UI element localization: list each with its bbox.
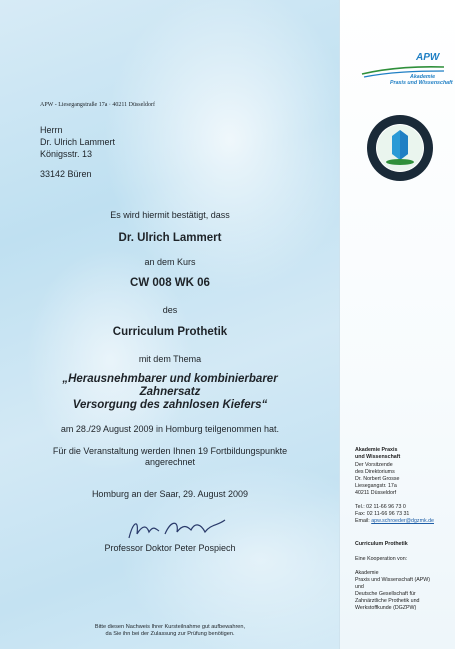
org-line-2: des Direktoriums <box>355 469 395 475</box>
place-date: Homburg an der Saar, 29. August 2009 <box>91 489 249 499</box>
sidebar <box>339 0 455 649</box>
signatory-name: Professor Doktor Peter Pospiech <box>104 543 236 553</box>
recipient-street: Königsstr. 13 <box>40 149 93 159</box>
sidebar-curriculum-title: Curriculum Prothetik <box>355 541 408 547</box>
footer-line-2: da Sie ihn bei der Zulassung zur Prüfung benötigen. <box>105 631 235 637</box>
email-link[interactable]: apw.schroeder@dgzmk.de <box>371 518 434 524</box>
recipient-name: Dr. Ulrich Lammert <box>40 137 116 147</box>
org-email-row <box>355 518 434 525</box>
org-tel: Tel.: 02 11-66 96 73 0 <box>355 504 406 510</box>
points-line-2: angerechnet <box>144 457 196 467</box>
org-line-3: Dr. Norbert Grosse <box>355 476 400 482</box>
apw-logo <box>358 52 453 88</box>
apw-acronym: APW <box>416 52 440 63</box>
org-line-5: 40211 Düsseldorf <box>355 490 397 496</box>
course-label: an dem Kurs <box>144 257 196 267</box>
org-title-2: und Wissenschaft <box>355 454 401 460</box>
course-code: CW 008 WK 06 <box>130 277 210 289</box>
cooperation-line-5: Zahnärztliche Prothetik und <box>355 598 420 604</box>
org-fax: Fax: 02 11-66 96 73 31 <box>355 511 410 517</box>
theme-label: mit dem Thema <box>138 354 202 364</box>
intro-text: Es wird hiermit bestätigt, dass <box>110 210 230 220</box>
recipient-salutation: Herrn <box>40 125 63 135</box>
attendance-text: am 28./29 August 2009 in Homburg teilgenommen hat. <box>60 424 280 434</box>
recipient-city: 33142 Büren <box>40 169 92 179</box>
cooperation-line-6: Werkstoffkunde (DGZPW) <box>355 605 417 611</box>
org-line-4: Liesegangstr. 17a <box>355 483 397 489</box>
email-label: Email: <box>355 518 370 524</box>
theme-line-2: Zahnersatz <box>139 386 201 398</box>
dgzpw-seal-icon <box>366 114 434 182</box>
apw-line1: Akademie <box>410 74 436 80</box>
cooperation-label: Eine Kooperation von: <box>355 556 408 562</box>
theme-line-3: Versorgung des zahnlosen Kiefers“ <box>72 399 268 411</box>
footer-line-1: Bitte diesen Nachweis Ihrer Kursteilnahme gut aufbewahren, <box>94 624 246 630</box>
theme-line-1: „Herausnehmbarer und kombinierbarer <box>62 373 278 385</box>
cooperation-line-1: Akademie <box>355 570 379 576</box>
apw-line2: Praxis und Wissenschaft <box>390 80 453 86</box>
sender-line: APW - Liesegangstraße 17a · 40211 Düsseldorf <box>40 102 155 108</box>
participant-name: Dr. Ulrich Lammert <box>118 232 222 244</box>
signature <box>125 514 235 544</box>
cooperation-line-4: Deutsche Gesellschaft für <box>355 591 416 597</box>
cooperation-line-2: Praxis und Wissenschaft (APW) <box>355 577 431 583</box>
of-label: des <box>162 305 178 315</box>
points-line-1: Für die Veranstaltung werden Ihnen 19 Fortbildungspunkte <box>52 446 288 456</box>
cooperation-line-3: und <box>355 584 364 590</box>
curriculum-title: Curriculum Prothetik <box>112 326 228 338</box>
org-title-1: Akademie Praxis <box>355 447 398 453</box>
org-line-1: Der Vorsitzende <box>355 462 393 468</box>
